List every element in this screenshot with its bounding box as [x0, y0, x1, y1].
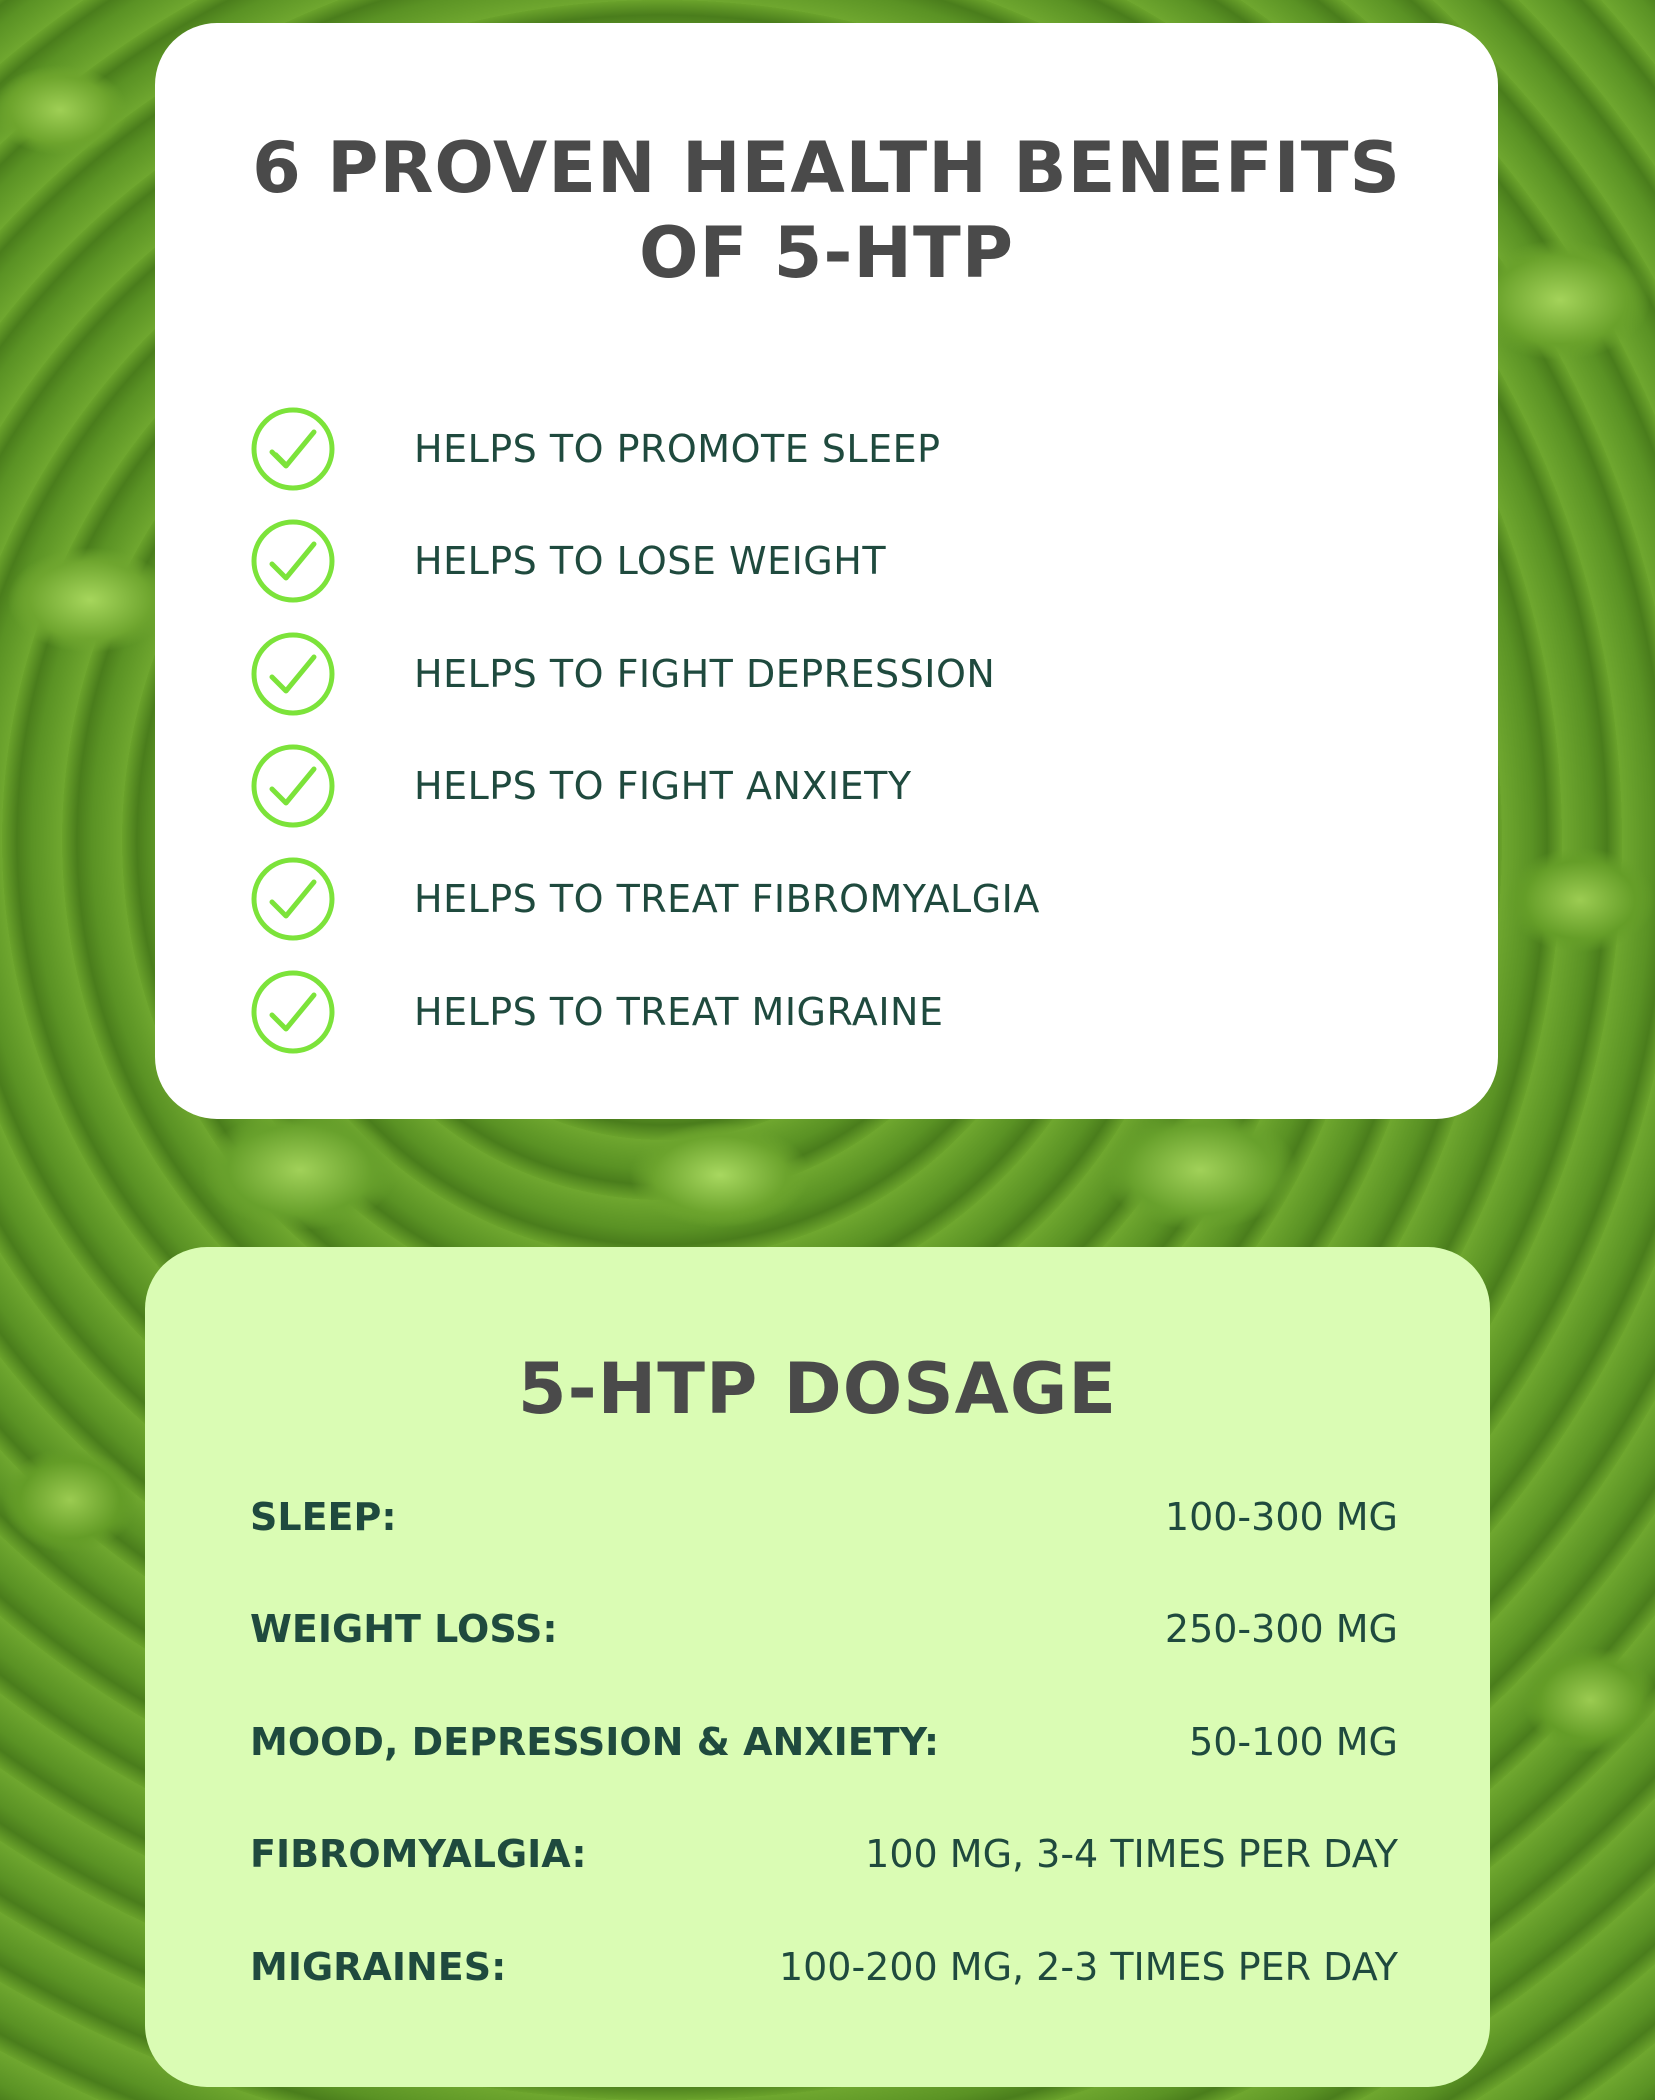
benefit-label: HELPS TO TREAT MIGRAINE [414, 990, 944, 1034]
dosage-card [145, 1247, 1490, 2087]
benefits-title: 6 PROVEN HEALTH BENEFITS OF 5-HTP [252, 127, 1401, 294]
dosage-label: MIGRAINES: [250, 1945, 507, 1989]
dosage-value: 100 MG, 3-4 TIMES PER DAY [865, 1832, 1398, 1876]
benefit-item [250, 518, 886, 604]
dosage-value: 50-100 MG [1189, 1720, 1398, 1764]
dosage-row [250, 1487, 1398, 1547]
check-circle-icon [250, 969, 336, 1055]
check-circle-icon [250, 856, 336, 942]
dosage-row [250, 1599, 1398, 1659]
check-circle-icon [250, 518, 336, 604]
benefit-item [250, 743, 912, 829]
dosage-value: 250-300 MG [1164, 1607, 1398, 1651]
benefit-item [250, 856, 1040, 942]
benefit-label: HELPS TO FIGHT ANXIETY [414, 764, 912, 808]
dosage-row [250, 1712, 1398, 1772]
check-circle-icon [250, 631, 336, 717]
check-circle-icon [250, 406, 336, 492]
dosage-label: FIBROMYALGIA: [250, 1832, 587, 1876]
dosage-row [250, 1824, 1398, 1884]
benefit-label: HELPS TO LOSE WEIGHT [414, 539, 887, 583]
benefit-item [250, 406, 941, 492]
dosage-label: WEIGHT LOSS: [250, 1607, 558, 1651]
benefit-label: HELPS TO FIGHT DEPRESSION [414, 652, 996, 696]
check-circle-icon [250, 743, 336, 829]
benefit-item [250, 631, 995, 717]
dosage-value: 100-300 MG [1164, 1495, 1398, 1539]
benefit-label: HELPS TO TREAT FIBROMYALGIA [414, 877, 1040, 921]
benefit-label: HELPS TO PROMOTE SLEEP [414, 427, 941, 471]
dosage-value: 100-200 MG, 2-3 TIMES PER DAY [778, 1945, 1398, 1989]
benefits-card [155, 23, 1498, 1119]
dosage-row [250, 1937, 1398, 1997]
dosage-label: MOOD, DEPRESSION & ANXIETY: [250, 1720, 940, 1764]
dosage-title: 5-HTP DOSAGE [517, 1348, 1118, 1430]
benefit-item [250, 969, 943, 1055]
dosage-label: SLEEP: [250, 1495, 397, 1539]
